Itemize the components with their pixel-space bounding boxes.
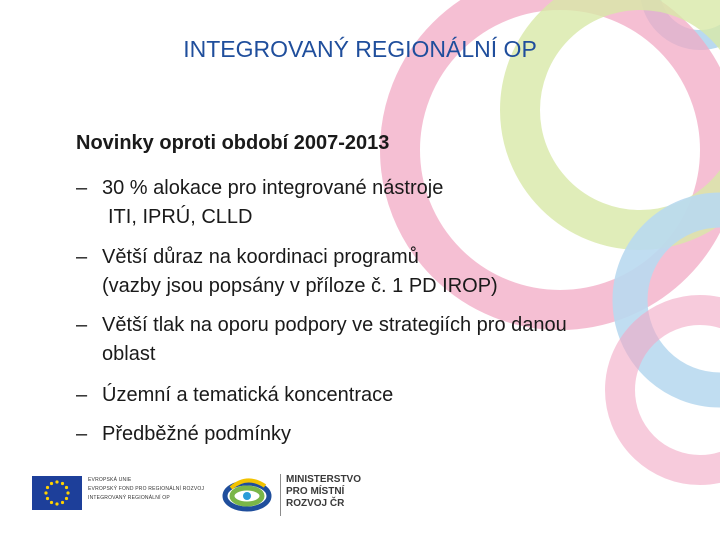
bullet-text: 30 % alokace pro integrované nástroje xyxy=(102,177,444,199)
bullet-text: Větší tlak na oporu podpory ve strategiích pro danou xyxy=(102,314,567,336)
bullet-item xyxy=(76,381,676,410)
bullet-dash: – xyxy=(76,177,88,199)
bullet-text: Předběžné podmínky xyxy=(102,423,292,445)
bullet-item xyxy=(76,311,676,369)
slide-subtitle: Novinky oproti období 2007-2013 xyxy=(76,132,390,154)
bullet-dash: – xyxy=(76,314,88,336)
slide-title: INTEGROVANÝ REGIONÁLNÍ OP xyxy=(183,36,537,62)
bullet-text-continued: (vazby jsou popsány v příloze č. 1 PD IROP) xyxy=(102,275,498,297)
eu-logo-line: EVROPSKÁ UNIE xyxy=(88,477,132,483)
bullet-list xyxy=(76,174,676,449)
bullet-text-continued: oblast xyxy=(102,343,156,365)
bullet-text: Územní a tematická koncentrace xyxy=(102,384,394,406)
eu-logo-line: INTEGROVANÝ REGIONÁLNÍ OP xyxy=(88,495,170,501)
bullet-item xyxy=(76,174,676,232)
bullet-dash: – xyxy=(76,423,88,445)
bullet-dash: – xyxy=(76,246,88,268)
bullet-item xyxy=(76,243,676,301)
logo-separator xyxy=(280,474,281,516)
bullet-text: Větší důraz na koordinaci programů xyxy=(102,246,419,268)
bullet-dash: – xyxy=(76,384,88,406)
mmr-logo-icon xyxy=(221,472,273,516)
footer-logos xyxy=(28,468,388,522)
eu-logo-text xyxy=(88,476,204,503)
eu-logo-line: EVROPSKÝ FOND PRO REGIONÁLNÍ ROZVOJ xyxy=(88,486,205,492)
ministry-line: MINISTERSTVO xyxy=(286,474,362,485)
ministry-line: PRO MÍSTNÍ xyxy=(286,486,345,497)
ministry-line: ROZVOJ ČR xyxy=(286,498,345,509)
bullet-text-continued: ITI, IPRÚ, CLLD xyxy=(108,206,253,228)
bullet-item xyxy=(76,420,676,449)
ministry-logo-text xyxy=(286,474,361,510)
eu-flag-icon xyxy=(32,476,82,510)
